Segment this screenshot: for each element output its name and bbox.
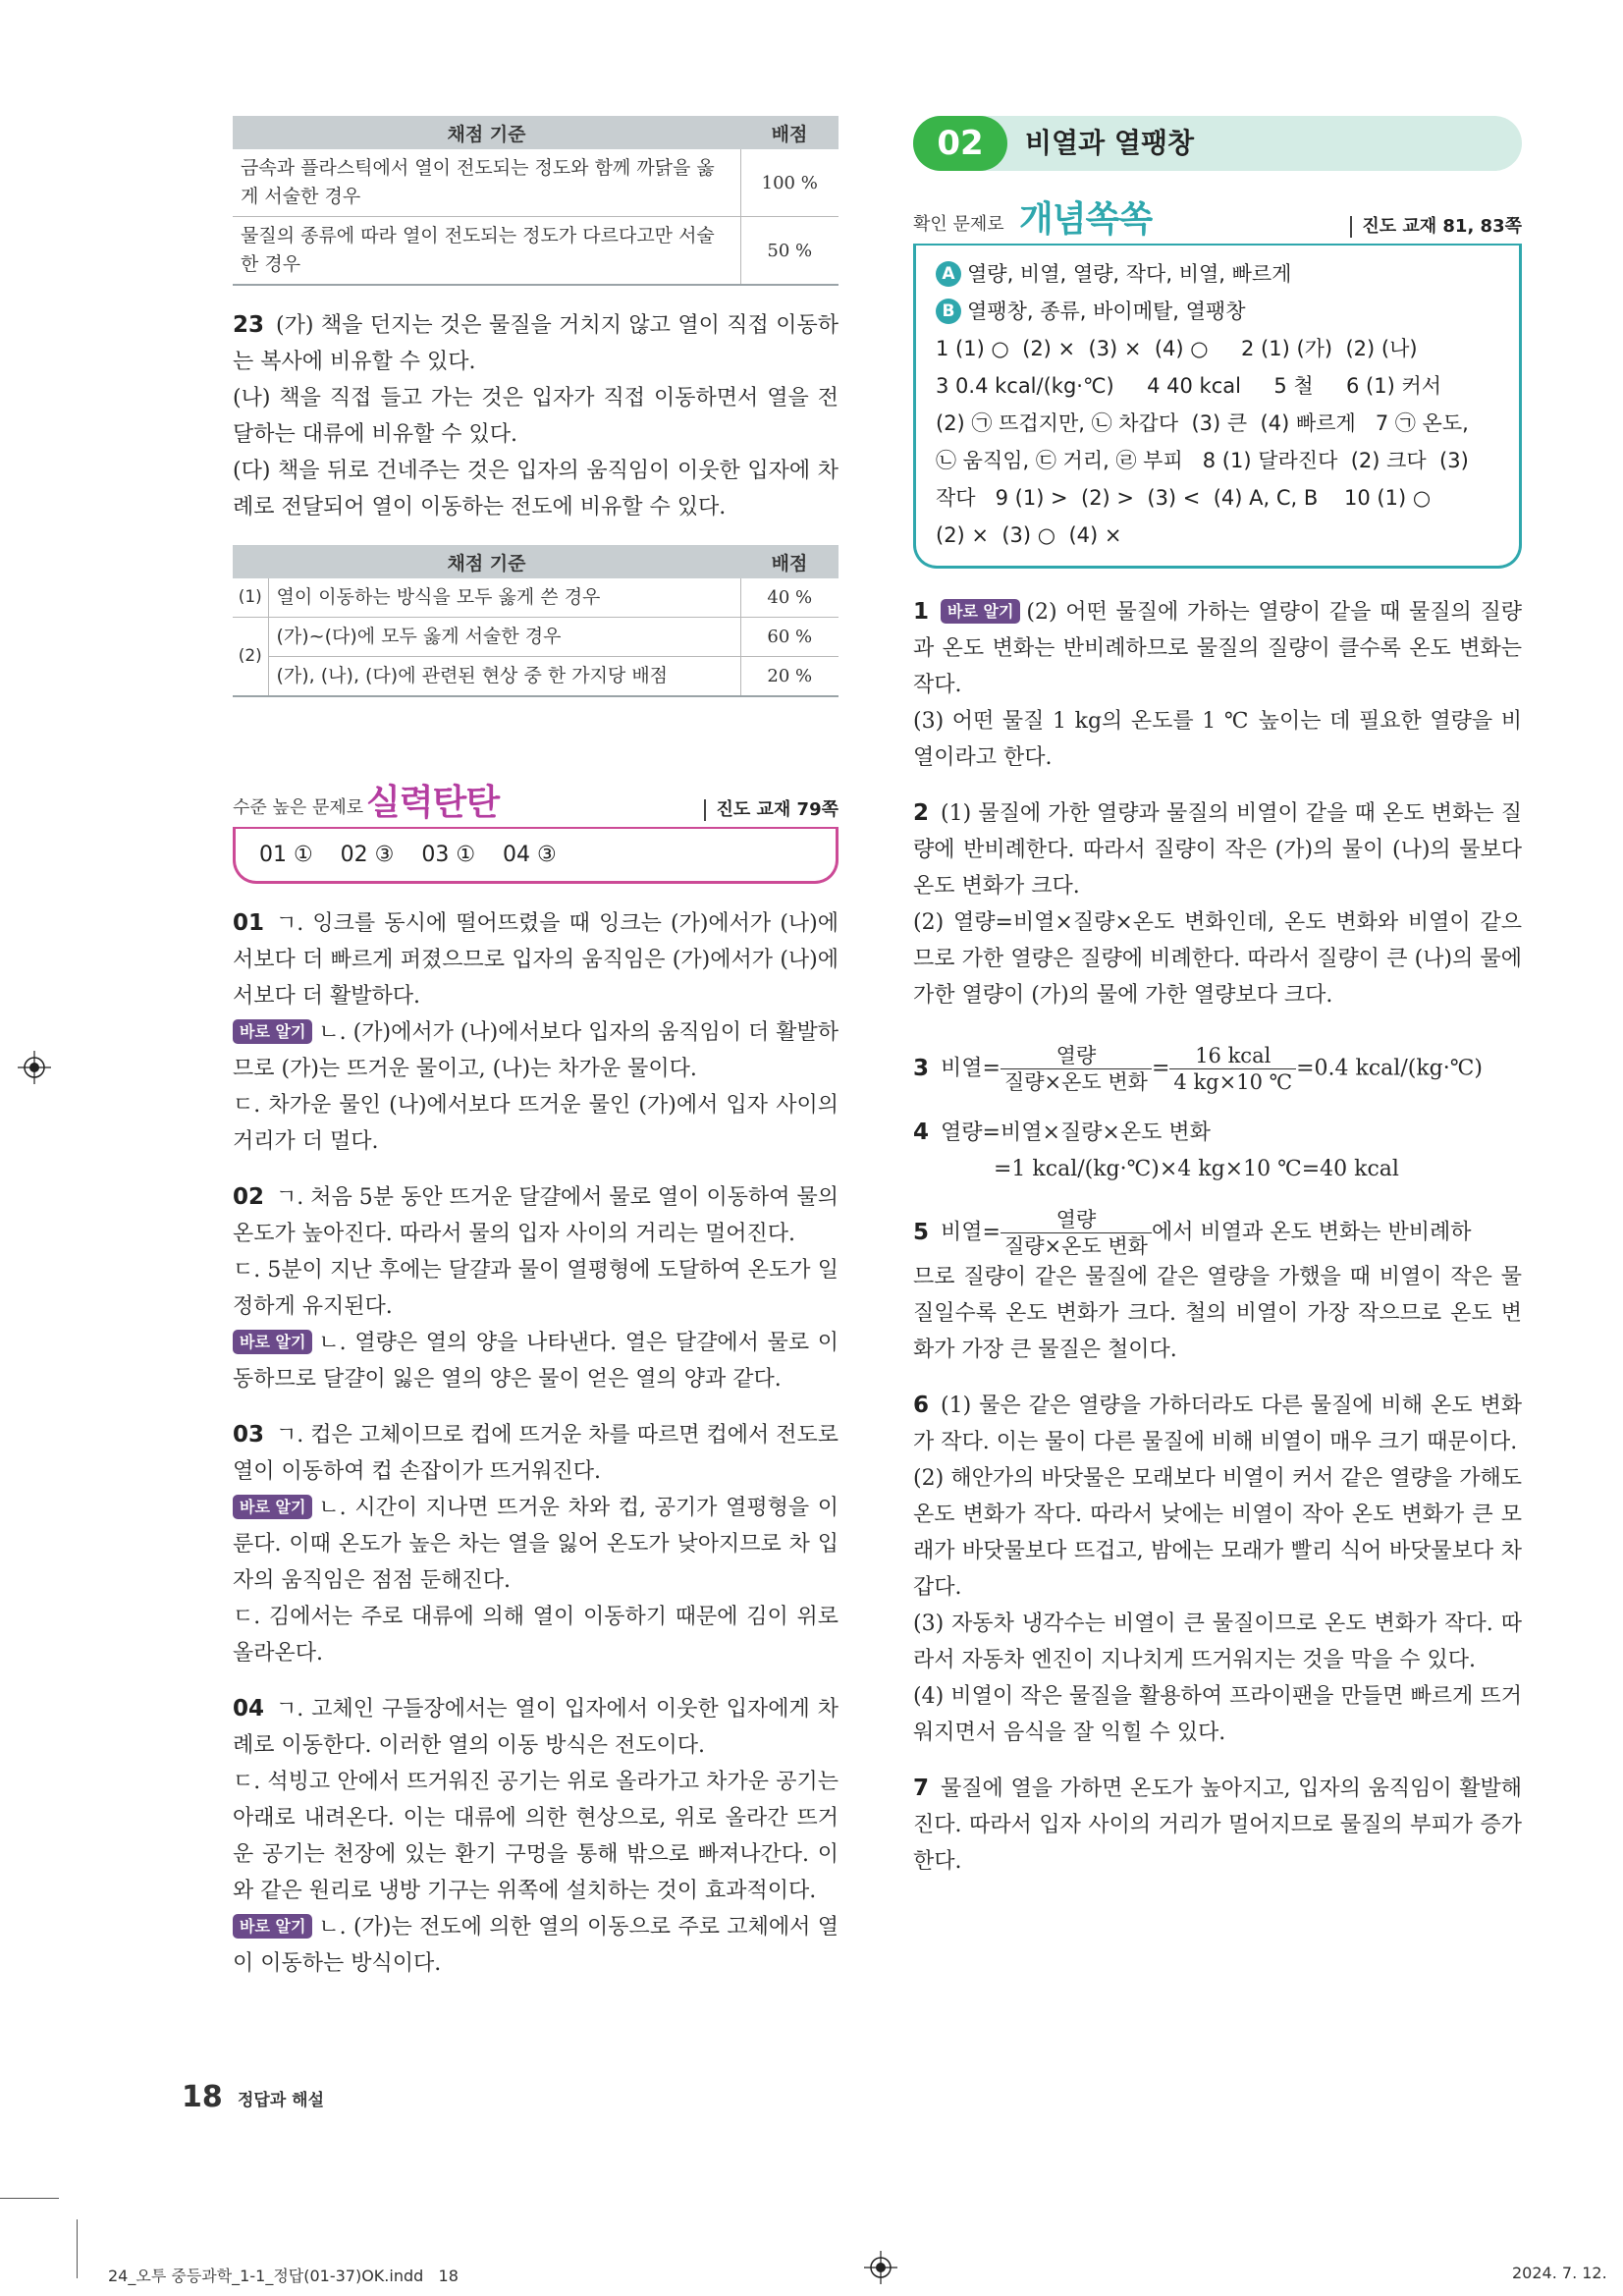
fraction	[1169, 1043, 1296, 1095]
question-number: 2	[913, 800, 930, 826]
answer-text: ㄷ. 차가운 물인 (나)에서보다 뜨거운 물인 (가)에서 입자 사이의 거리가 더 멀다.	[233, 1093, 839, 1154]
answer-line: 3 0.4 kcal/(kg·℃) 4 40 kcal 5 철 6 (1) 커서	[936, 374, 1442, 398]
section-subtitle: 수준 높은 문제로	[233, 797, 364, 818]
formula-text: =1 kcal/(kg·℃)×4 kg×10 ℃=40 kcal	[994, 1157, 1399, 1181]
answer-text: 열량, 비열, 열량, 작다, 비열, 빠르게	[967, 262, 1292, 286]
correction-badge: 바로 알기	[233, 1914, 312, 1939]
solution-3	[913, 1043, 1522, 1095]
answer-text: ㄱ. 처음 5분 동안 뜨거운 달걀에서 물로 열이 이동하여 물의 온도가 높아진다. 따라서 물의 입자 사이의 거리는 멀어진다.	[233, 1185, 839, 1246]
section-header	[913, 116, 1522, 171]
divider	[913, 244, 1522, 246]
table-header-criteria: 채점 기준	[233, 116, 740, 149]
section-title: 개념쏙쏙	[1019, 199, 1153, 240]
answer-text: 물질에 열을 가하면 온도가 높아지고, 입자의 움직임이 활발해진다. 따라서 입자 사이의 거리가 멀어지므로 물질의 부피가 증가한다.	[913, 1777, 1522, 1874]
crop-mark	[77, 2219, 78, 2278]
solution-01	[233, 905, 839, 1160]
answer-text: 열팽창, 종류, 바이메탈, 열팽창	[967, 300, 1246, 323]
print-date: 2024. 7. 12.	[1512, 2264, 1607, 2282]
answer-text: (나) 책을 직접 들고 가는 것은 입자가 직접 이동하면서 열을 전달하는 대류에 비유할 수 있다.	[233, 386, 839, 447]
answer-box	[233, 829, 839, 884]
denominator: 4 kg×10 ℃	[1173, 1070, 1293, 1094]
page-number: 18	[182, 2080, 223, 2114]
solution-2	[913, 795, 1522, 1013]
solutions-right	[913, 594, 1522, 1880]
question-number: 5	[913, 1219, 930, 1245]
question-number: 7	[913, 1776, 930, 1801]
formula-text: 열량=비열×질량×온도 변화	[941, 1121, 1211, 1145]
solution-6	[913, 1388, 1522, 1751]
question-number: 4	[913, 1120, 930, 1145]
correction-badge: 바로 알기	[233, 1019, 312, 1044]
table-row	[233, 618, 839, 657]
table-cell: 금속과 플라스틱에서 열이 전도되는 정도와 함께 까닭을 옳게 서술한 경우	[233, 149, 740, 217]
solution-4	[913, 1115, 1522, 1187]
answer-text: ㄴ. 열량은 열의 양을 나타낸다. 열은 달걀에서 물로 이동하므로 달걀이 잃은 열의 양은 물이 얻은 열의 양과 같다.	[233, 1331, 839, 1392]
answer-line: ㉡ 움직임, ㉢ 거리, ㉣ 부피 8 (1) 달라진다 (2) 크다 (3)	[936, 449, 1469, 472]
solution-04	[233, 1691, 839, 1982]
correction-badge: 바로 알기	[941, 599, 1020, 624]
silryeok-header	[233, 774, 839, 829]
answer-line: 작다 9 (1) > (2) > (3) < (4) A, C, B 10 (1) ○	[936, 486, 1432, 510]
solutions-left	[233, 905, 839, 1982]
progress-reference: 진도 교재 81, 83쪽	[1350, 216, 1522, 238]
footer-label: 정답과 해설	[238, 2091, 325, 2110]
right-column	[913, 116, 1522, 1899]
answer-text: (3) 자동차 냉각수는 비열이 큰 물질이므로 온도 변화가 작다. 따라서 자동차 엔진이 지나치게 뜨거워지는 것을 막을 수 있다.	[913, 1612, 1522, 1672]
table-cell: 50 %	[740, 217, 839, 286]
registration-mark-icon	[18, 1051, 51, 1084]
table-header-criteria: 채점 기준	[233, 545, 740, 578]
table-row	[233, 149, 839, 217]
numerator: 열량	[1001, 1207, 1152, 1233]
answer-text: (1) 물은 같은 열량을 가하더라도 다른 물질에 비해 온도 변화가 작다. 이는 물이 다른 물질에 비해 비열이 매우 크기 때문이다.	[913, 1394, 1522, 1454]
table-row	[233, 217, 839, 286]
answer-text: ㄱ. 컵은 고체이므로 컵에 뜨거운 차를 따르면 컵에서 전도로 열이 이동하여 컵 손잡이가 뜨거워진다.	[233, 1423, 839, 1484]
left-column	[233, 116, 839, 2001]
scoring-table-1	[233, 116, 839, 286]
answer-text: ㄷ. 석빙고 안에서 뜨거워진 공기는 위로 올라가고 차가운 공기는 아래로 내려온다. 이는 대류에 의한 현상으로, 위로 올라간 뜨거운 공기는 천장에 있는 환기 구멍을 통해 밖으로 빠져나간다. 이와 같은 원리로 냉방 기구는 위쪽에 설치하는 것이 효과적이다.	[233, 1770, 839, 1903]
answer-text: (2) 열량=비열×질량×온도 변화인데, 온도 변화와 비열이 같으므로 가한 열량은 질량에 비례한다. 따라서 질량이 큰 (나)의 물에 가한 열량이 (가)의 물에 가한 열량보다 크다.	[913, 910, 1522, 1008]
answer-text: (2) 해안가의 바닷물은 모래보다 비열이 커서 같은 열량을 가해도 온도 변화가 작다. 따라서 낮에는 비열이 작아 온도 변화가 큰 모래가 바닷물보다 뜨겁고, 밤에는 모래가 빨리 식어 바닷물보다 차갑다.	[913, 1466, 1522, 1600]
solution-02	[233, 1179, 839, 1397]
answer-summary: 01 ① 02 ③ 03 ① 04 ③	[259, 843, 557, 867]
solution-7	[913, 1771, 1522, 1880]
label-a-icon: A	[936, 261, 961, 287]
table-row	[233, 657, 839, 697]
table-cell: 20 %	[740, 657, 839, 697]
fraction	[1001, 1043, 1152, 1095]
answer-text: (가) 책을 던지는 것은 물질을 거치지 않고 열이 직접 이동하는 복사에 비유할 수 있다.	[233, 313, 839, 374]
table-cell: 열이 이동하는 방식을 모두 옳게 쓴 경우	[268, 578, 740, 618]
table-cell: 물질의 종류에 따라 열이 전도되는 정도가 다르다고만 서술한 경우	[233, 217, 740, 286]
numerator: 16 kcal	[1169, 1043, 1296, 1069]
gaenyeom-header	[913, 191, 1522, 246]
solution-1	[913, 594, 1522, 776]
answer-text: 에서 비열과 온도 변화는 반비례하	[1151, 1220, 1472, 1245]
section-number: 02	[913, 116, 1007, 171]
table-row	[233, 578, 839, 618]
formula-text: 비열=	[941, 1220, 1001, 1245]
table-cell: 100 %	[740, 149, 839, 217]
question-number: 01	[233, 910, 265, 936]
section-title: 실력탄탄	[366, 783, 500, 823]
answer-text: ㄱ. 잉크를 동시에 떨어뜨렸을 때 잉크는 (가)에서가 (나)에서보다 더 빠르게 퍼졌으므로 입자의 움직임은 (가)에서가 (나)에서보다 더 활발하다.	[233, 911, 839, 1009]
question-23	[233, 307, 839, 525]
scoring-table-2	[233, 545, 839, 697]
numerator: 열량	[1001, 1043, 1152, 1069]
question-number: 23	[233, 312, 265, 338]
answer-line: (2) ㉠ 뜨겁지만, ㉡ 차갑다 (3) 큰 (4) 빠르게 7 ㉠ 온도,	[936, 411, 1469, 435]
solution-5	[913, 1207, 1522, 1368]
question-number: 04	[233, 1696, 265, 1722]
answer-box	[913, 246, 1522, 569]
crop-mark	[0, 2198, 59, 2199]
formula-text: =	[1151, 1056, 1170, 1081]
answer-text: ㄷ. 김에서는 주로 대류에 의해 열이 이동하기 때문에 김이 위로 올라온다.	[233, 1605, 839, 1666]
answer-text: ㄴ. 시간이 지나면 뜨거운 차와 컵, 공기가 열평형을 이룬다. 이때 온도가 높은 차는 열을 잃어 온도가 낮아지므로 차 입자의 움직임은 점점 둔해진다.	[233, 1496, 839, 1593]
section-subtitle: 확인 문제로	[913, 214, 1004, 235]
table-cell: 40 %	[740, 578, 839, 618]
question-number: 03	[233, 1422, 265, 1448]
section-title: 비열과 열팽창	[1025, 127, 1195, 159]
table-cell: (가), (나), (다)에 관련된 현상 중 한 가지당 배점	[268, 657, 740, 697]
registration-mark-icon	[864, 2251, 897, 2284]
table-header-score: 배점	[740, 545, 839, 578]
answer-text: ㄴ. (가)에서가 (나)에서보다 입자의 움직임이 더 활발하므로 (가)는 뜨거운 물이고, (나)는 차가운 물이다.	[233, 1020, 839, 1081]
table-cell: (가)~(다)에 모두 옳게 서술한 경우	[268, 618, 740, 657]
answer-text: (1) 물질에 가한 열량과 물질의 비열이 같을 때 온도 변화는 질량에 반비례한다. 따라서 질량이 작은 (가)의 물이 (나)의 물보다 온도 변화가 크다.	[913, 801, 1522, 899]
table-cell: (1)	[233, 578, 268, 618]
formula-text: =0.4 kcal/(kg·℃)	[1296, 1056, 1483, 1081]
question-number: 1	[913, 599, 930, 625]
answer-text: ㄱ. 고체인 구들장에서는 열이 입자에서 이웃한 입자에게 차례로 이동한다. 이러한 열의 이동 방식은 전도이다.	[233, 1697, 839, 1758]
solution-03	[233, 1417, 839, 1671]
answer-line: 1 (1) ○ (2) × (3) × (4) ○ 2 (1) (가) (2) (나)	[936, 337, 1418, 360]
denominator: 질량×온도 변화	[1003, 1234, 1148, 1258]
formula-text: 비열=	[941, 1056, 1001, 1081]
denominator: 질량×온도 변화	[1003, 1070, 1148, 1094]
answer-text: (4) 비열이 작은 물질을 활용하여 프라이팬을 만들면 빠르게 뜨거워지면서 음식을 잘 익힐 수 있다.	[913, 1684, 1522, 1745]
print-slug: 24_오투 중등과학_1-1_정답(01-37)OK.indd 18	[108, 2267, 459, 2285]
table-cell: (2)	[233, 618, 268, 697]
question-number: 6	[913, 1393, 930, 1418]
progress-reference: 진도 교재 79쪽	[704, 799, 839, 821]
correction-badge: 바로 알기	[233, 1495, 312, 1519]
correction-badge: 바로 알기	[233, 1330, 312, 1354]
table-header-score: 배점	[740, 116, 839, 149]
answer-text: (다) 책을 뒤로 건네주는 것은 입자의 움직임이 이웃한 입자에 차례로 전달되어 열이 이동하는 전도에 비유할 수 있다.	[233, 459, 839, 519]
table-cell: 60 %	[740, 618, 839, 657]
label-b-icon: B	[936, 299, 961, 324]
answer-text: (3) 어떤 물질 1 kg의 온도를 1 ℃ 높이는 데 필요한 열량을 비열이라고 한다.	[913, 709, 1522, 770]
answer-line: (2) × (3) ○ (4) ×	[936, 523, 1122, 547]
question-number: 3	[913, 1055, 930, 1081]
answer-text: ㄴ. (가)는 전도에 의한 열의 이동으로 주로 고체에서 열이 이동하는 방식이다.	[233, 1915, 839, 1976]
answer-text: (2) 어떤 물질에 가하는 열량이 같을 때 물질의 질량과 온도 변화는 반비례하므로 물질의 질량이 클수록 온도 변화는 작다.	[913, 600, 1522, 697]
fraction	[1001, 1207, 1152, 1259]
divider	[233, 827, 839, 829]
answer-text: 므로 질량이 같은 물질에 같은 열량을 가했을 때 비열이 작은 물질일수록 온도 변화가 크다. 철의 비열이 가장 작으므로 온도 변화가 가장 큰 물질은 철이다.	[913, 1265, 1522, 1362]
answer-text: ㄷ. 5분이 지난 후에는 달걀과 물이 열평형에 도달하여 온도가 일정하게 유지된다.	[233, 1258, 839, 1319]
question-number: 02	[233, 1184, 265, 1210]
